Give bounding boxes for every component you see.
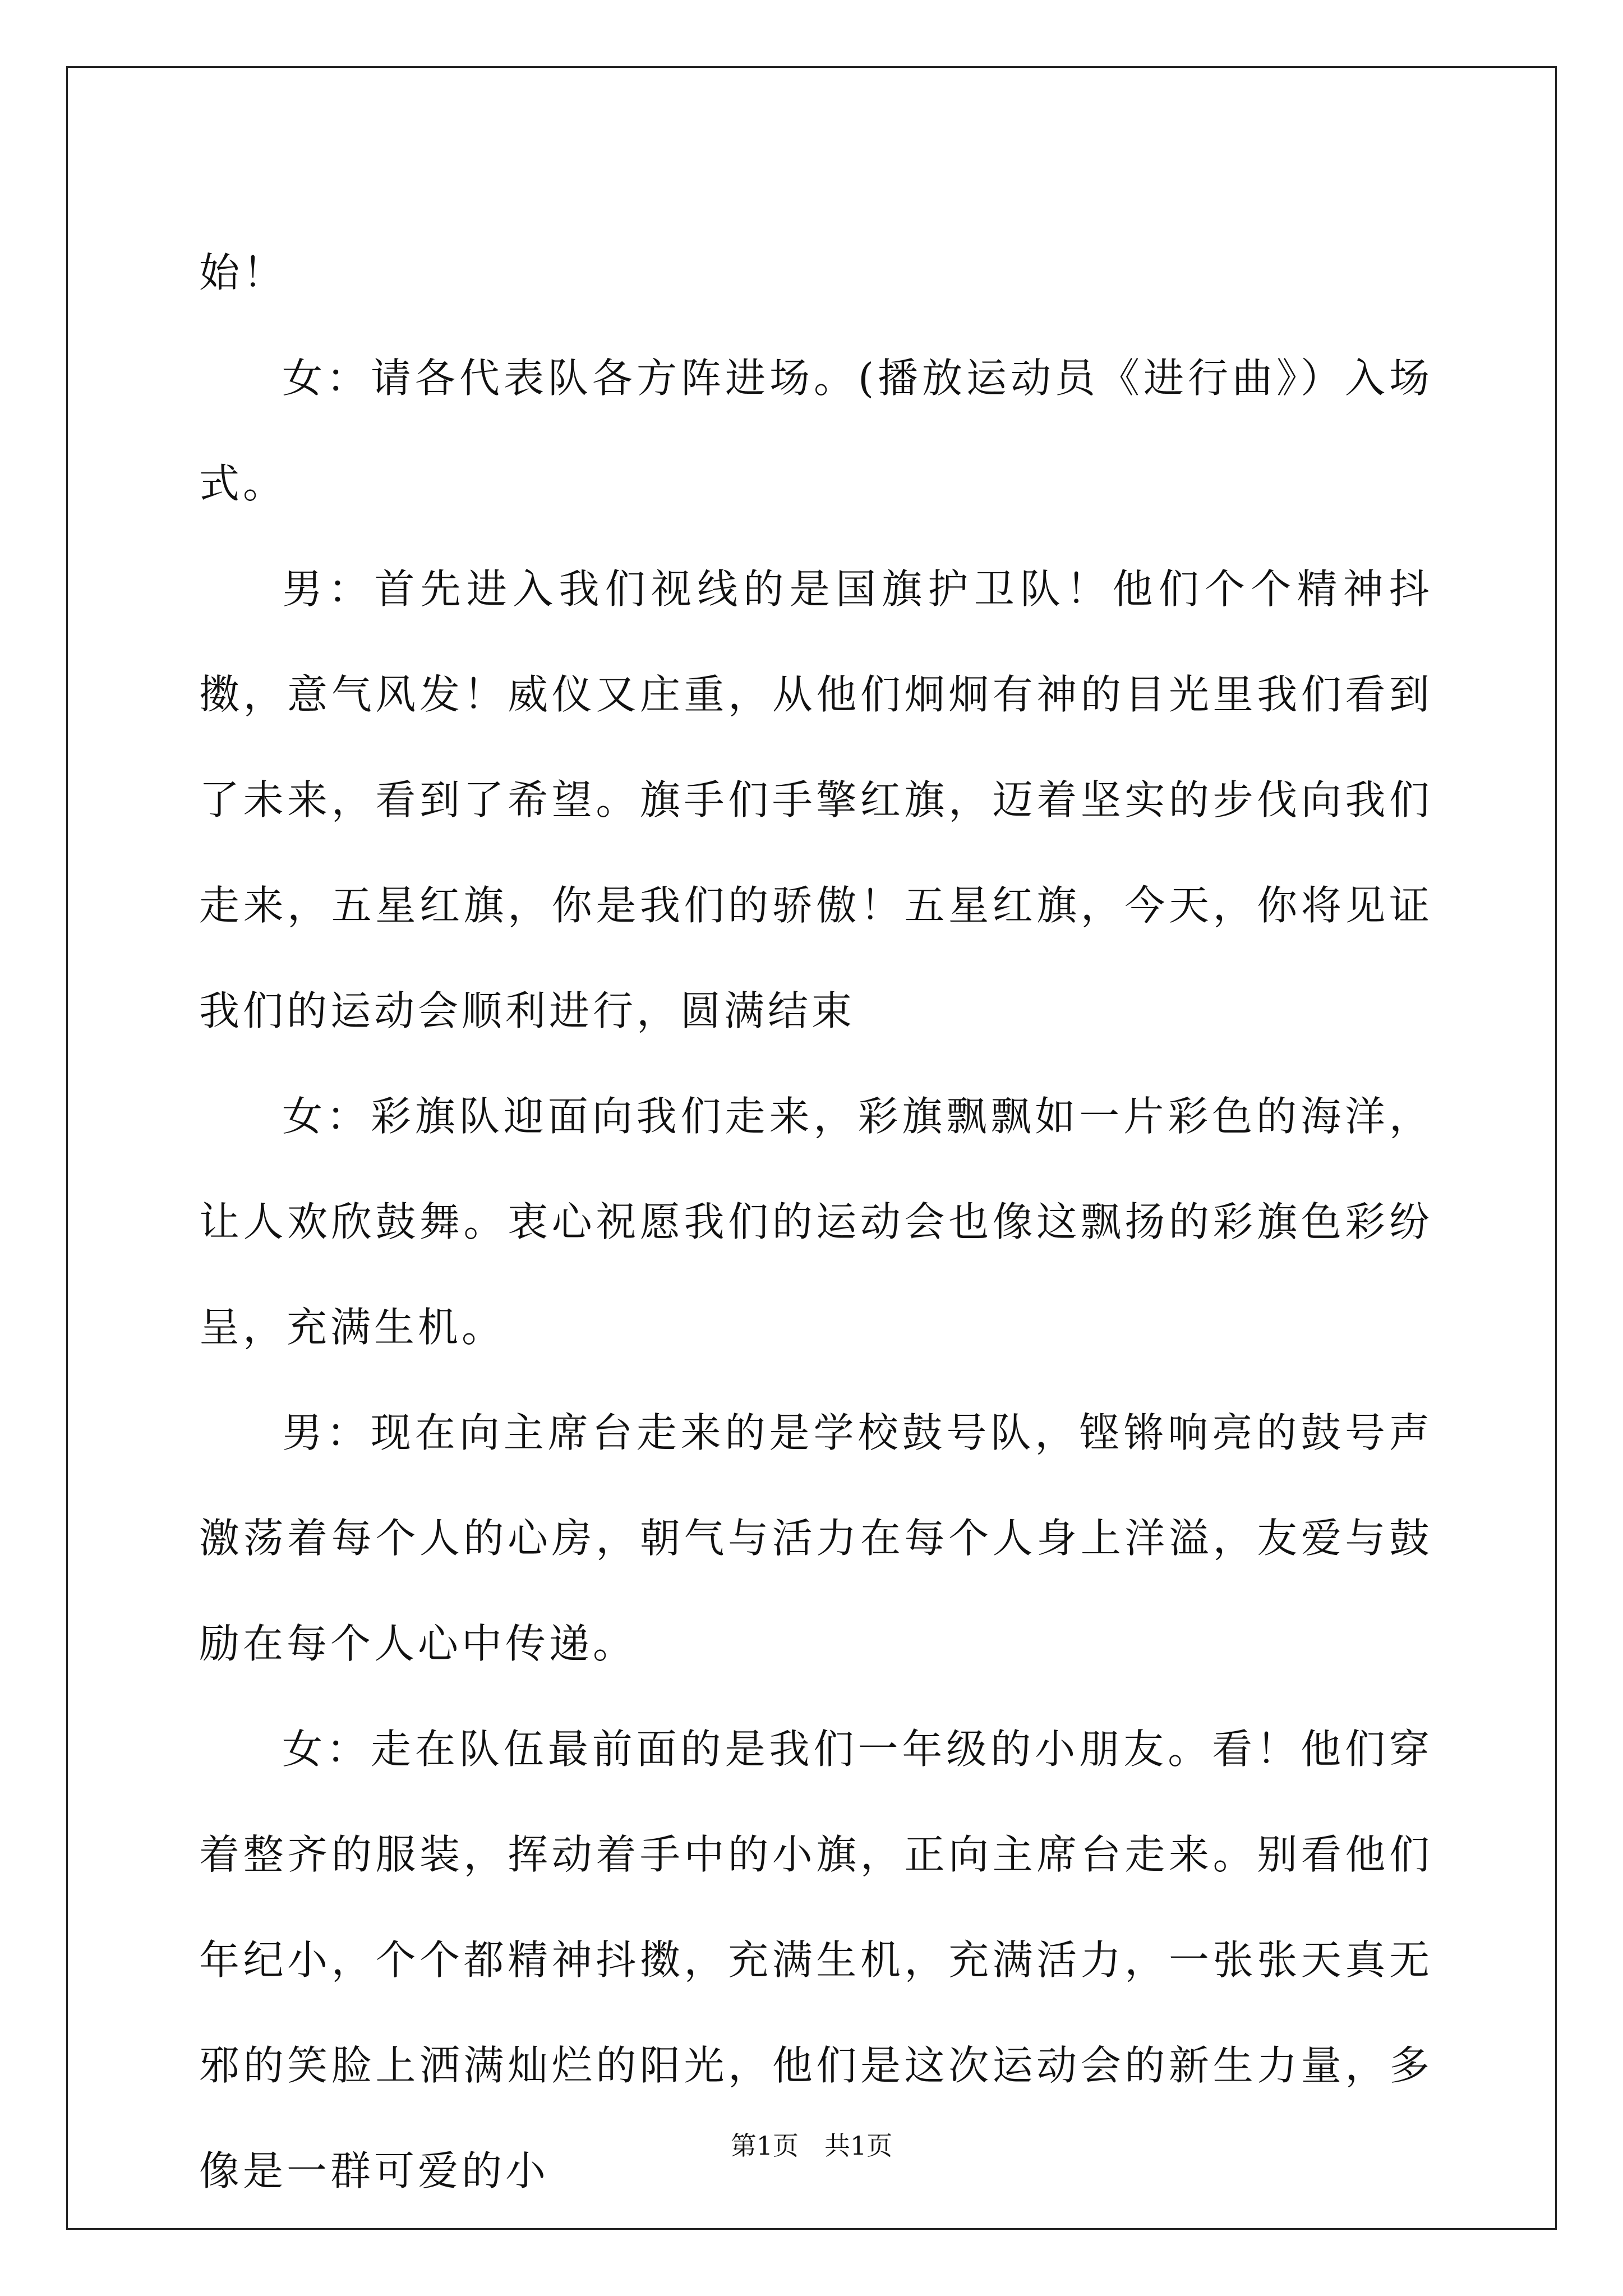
document-body — [199, 220, 1433, 2224]
page-footer — [0, 2129, 1623, 2162]
page-number: 第1页 — [730, 2131, 799, 2161]
paragraph-2: 女：请各代表队各方阵进场。(播放运动员《进行曲》）入场式。 — [199, 355, 1433, 507]
page-count: 共1页 — [824, 2131, 893, 2161]
paragraph-1: 始！ — [199, 249, 287, 296]
paragraph-4: 女：彩旗队迎面向我们走来，彩旗飘飘如一片彩色的海洋，让人欢欣鼓舞。衷心祝愿我们的运动会也像这飘扬的彩旗色彩纷呈，充满生机。 — [199, 1093, 1433, 1351]
paragraph-6: 女：走在队伍最前面的是我们一年级的小朋友。看！他们穿着整齐的服装，挥动着手中的小旗，正向主席台走来。别看他们年纪小，个个都精神抖擞，充满生机，充满活力，一张张天真无邪的笑脸上洒满灿烂的阳光，他们是这次运动会的新生力量，多像是一群可爱的小 — [199, 1726, 1433, 2194]
paragraph-3: 男：首先进入我们视线的是国旗护卫队！他们个个精神抖擞，意气风发！威仪又庄重，从他们炯炯有神的目光里我们看到了未来，看到了希望。旗手们手擎红旗，迈着坚实的步伐向我们走来，五星红旗，你是我们的骄傲！五星红旗，今天，你将见证我们的运动会顺利进行，圆满结束 — [199, 565, 1433, 1034]
paragraph-5: 男：现在向主席台走来的是学校鼓号队，铿锵响亮的鼓号声激荡着每个人的心房，朝气与活力在每个人身上洋溢，友爱与鼓励在每个人心中传递。 — [199, 1409, 1433, 1667]
